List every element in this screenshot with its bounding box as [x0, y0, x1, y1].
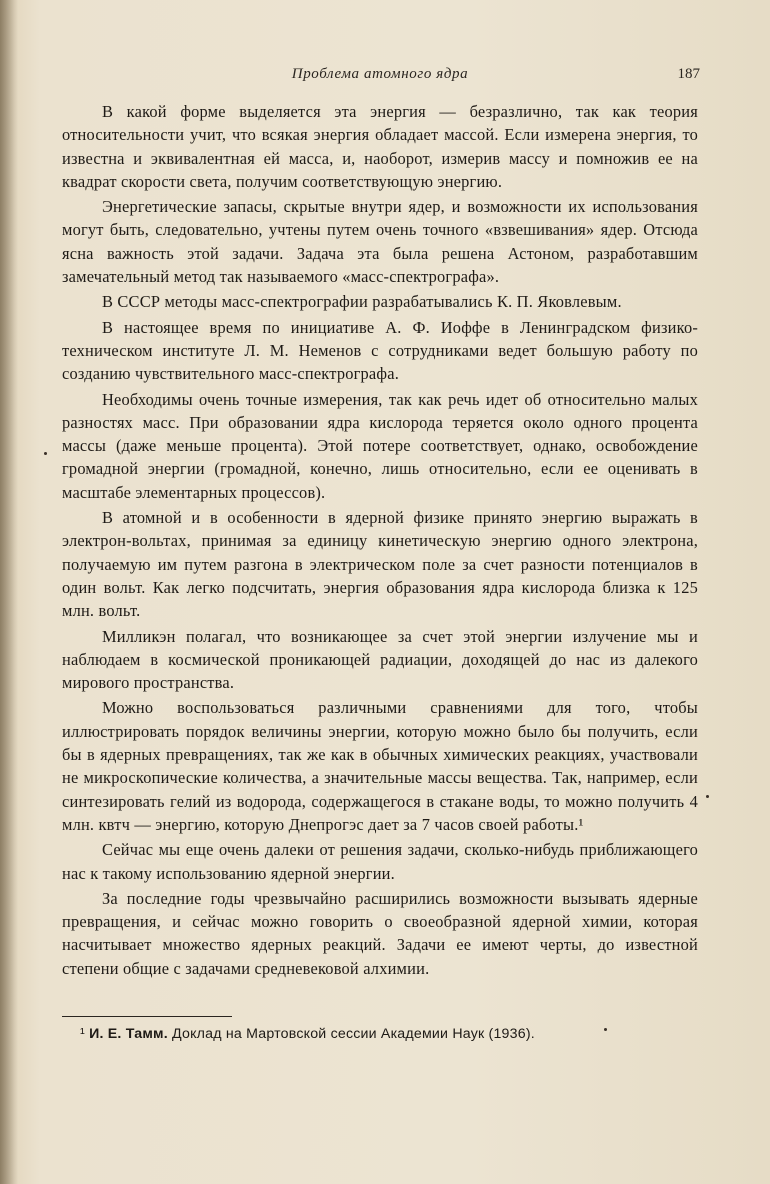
page-number: 187	[677, 66, 700, 82]
print-speck	[44, 452, 47, 455]
footnote-author: И. Е. Тамм.	[89, 1026, 168, 1042]
paragraph: В СССР методы масс-спектрографии разрабатывались К. П. Яковлевым.	[102, 292, 622, 312]
paragraph: Энергетические запасы, скрытые внутри ядер, и возможности их использования могут быть, следовательно, учтены путем очень точного «взвешивания» ядер. Отсюда ясна важность этой задачи. Задача эта была решена Астоном, разработавшим замечательный метод так называемого «масс-спектрографа».	[62, 197, 698, 287]
page-header	[60, 66, 700, 88]
paragraph: Сейчас мы еще очень далеки от решения задачи, сколько-нибудь приближающего нас к такому использованию ядерной энергии.	[62, 840, 698, 883]
page-gutter-shadow	[0, 0, 18, 1184]
print-speck	[706, 795, 709, 798]
main-text	[62, 100, 698, 982]
footnote-text: Доклад на Мартовской сессии Академии Наук (1936).	[172, 1026, 535, 1042]
paragraph: Милликэн полагал, что возникающее за счет этой энергии излучение мы и наблюдаем в космической проникающей радиации, доходящей до нас из далекого мирового пространства.	[62, 626, 698, 693]
paragraph: За последние годы чрезвычайно расширились возможности вызывать ядерные превращения, и сейчас можно говорить о своеобразной ядерной химии, которая насчитывает множество ядерных реакций. Задачи ее имеют черты, до известной степени общие с задачами средневековой алхимии.	[62, 888, 698, 978]
print-speck	[604, 1028, 607, 1031]
paragraph: Необходимы очень точные измерения, так как речь идет об относительно малых разностях масс. При образовании ядра кислорода теряется около одного процента массы (даже меньше процента). Этой потере соответствует, однако, освобождение громадной энергии (громадной, конечно, лишь относительно, если ее оценивать в масштабе элементарных процессов).	[62, 389, 698, 502]
paragraph: В настоящее время по инициативе А. Ф. Иоффе в Ленинградском физико-техническом институте Л. М. Неменов с сотрудниками ведет большую работу по созданию чувствительного масс-спектрографа.	[62, 317, 698, 384]
footnote-marker: ¹	[80, 1026, 85, 1042]
paragraph: В какой форме выделяется эта энергия — безразлично, так как теория относительности учит, что всякая энергия обладает массой. Если измерена энергия, то известна и эквивалентная ей масса, и, наоборот, измерив массу и помножив ее на квадрат скорости света, получим соответствующую энергию.	[62, 102, 698, 191]
running-title: Проблема атомного ядра	[291, 66, 469, 82]
paragraph: Можно воспользоваться различными сравнениями для того, чтобы иллюстрировать порядок величины энергии, которую можно было бы получить, если бы в ядерных превращениях, так же как в обычных химических реакциях, участвовали не микроскопические количества, а значительные массы вещества. Так, например, если синтезировать гелий из водорода, содержащегося в стакане воды, то можно получить 4 млн. квтч — энергию, которую Днепрогэс дает за 7 часов своей работы.¹	[62, 698, 698, 834]
footnote-divider	[62, 1016, 232, 1017]
paragraph: В атомной и в особенности в ядерной физике принято энергию выражать в электрон-вольтах, принимая за единицу кинетическую энергию одного электрона, получаемую им путем разгона в электрическом поле за счет разности потенциалов в один вольт. Как легко подсчитать, энергия образования ядра кислорода близка к 125 млн. вольт.	[62, 508, 698, 621]
footnote	[80, 1024, 700, 1044]
